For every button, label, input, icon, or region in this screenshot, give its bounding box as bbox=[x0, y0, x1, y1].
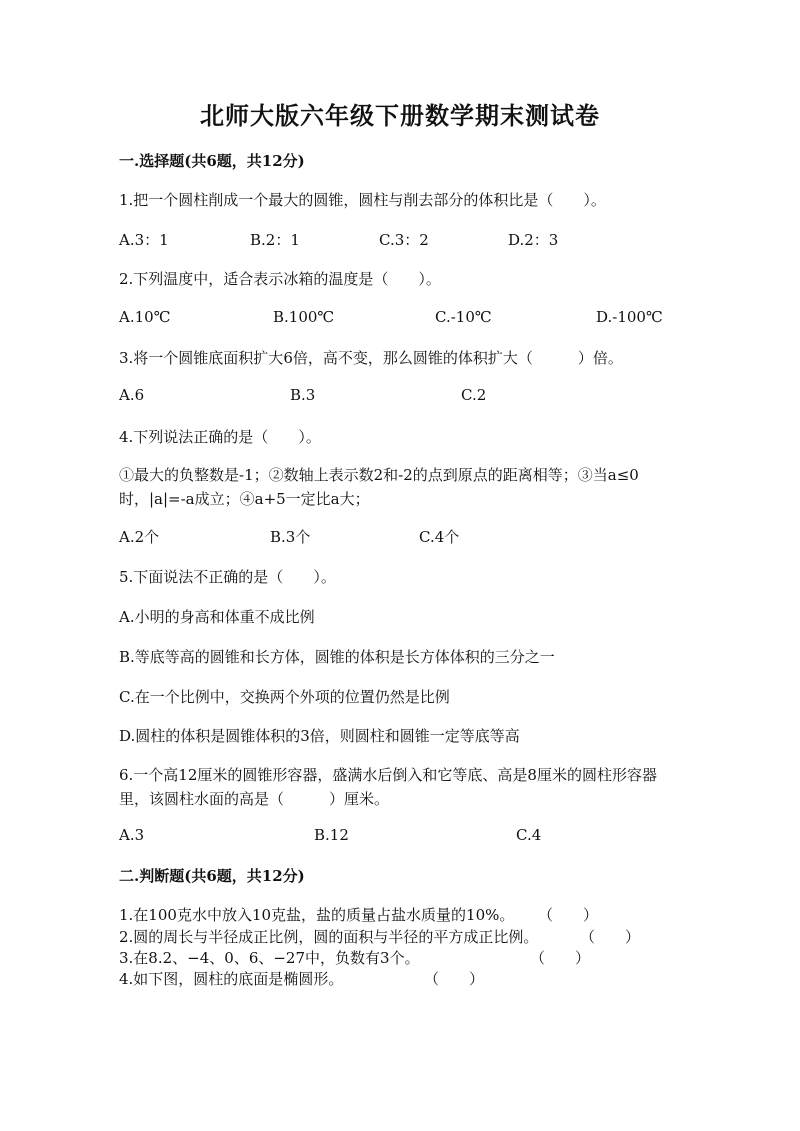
section-heading-judgement: 二.判断题(共6题，共12分) bbox=[119, 867, 305, 885]
page-title: 北师大版六年级下册数学期末测试卷 bbox=[200, 101, 600, 130]
question-1-stem: 1.把一个圆柱削成一个最大的圆锥，圆柱与削去部分的体积比是（ ）。 bbox=[119, 191, 606, 209]
question-3-option-c: C.2 bbox=[461, 386, 487, 404]
question-5-stem: 5.下面说法不正确的是（ ）。 bbox=[119, 568, 336, 586]
question-1-option-c: C.3：2 bbox=[379, 231, 429, 249]
question-3-stem: 3.将一个圆锥底面积扩大6倍，高不变，那么圆锥的体积扩大（ ）倍。 bbox=[119, 349, 623, 367]
judgement-item-4-answer-paren: （ ） bbox=[424, 970, 485, 988]
judgement-item-1-answer-paren: （ ） bbox=[538, 906, 599, 924]
question-1-option-b: B.2：1 bbox=[250, 231, 300, 249]
judgement-item-3: 3.在8.2、−4、0、6、−27中，负数有3个。 bbox=[119, 949, 420, 967]
question-2-option-b: B.100℃ bbox=[273, 308, 335, 326]
judgement-item-3-answer-paren: （ ） bbox=[530, 949, 591, 967]
judgement-item-2: 2.圆的周长与半径成正比例，圆的面积与半径的平方成正比例。 bbox=[119, 928, 539, 946]
question-3-option-b: B.3 bbox=[290, 386, 316, 404]
judgement-item-2-answer-paren: （ ） bbox=[580, 928, 641, 946]
question-5-option-c: C.在一个比例中，交换两个外项的位置仍然是比例 bbox=[119, 688, 450, 706]
question-4-option-c: C.4个 bbox=[419, 528, 460, 546]
question-3-option-a: A.6 bbox=[119, 386, 145, 404]
question-6-option-b: B.12 bbox=[314, 826, 349, 844]
question-6-option-a: A.3 bbox=[119, 826, 145, 844]
question-1-option-d: D.2：3 bbox=[508, 231, 559, 249]
question-1-option-a: A.3：1 bbox=[119, 231, 169, 249]
question-4-detail: ①最大的负整数是-1；②数轴上表示数2和-2的点到原点的距离相等；③当a≤0时，|a|=-a成立；④a+5一定比a大； bbox=[119, 466, 639, 508]
question-5-option-a: A.小明的身高和体重不成比例 bbox=[119, 608, 315, 626]
question-6-stem: 6.一个高12厘米的圆锥形容器，盛满水后倒入和它等底、高是8厘米的圆柱形容器里，该圆柱水面的高是（ ）厘米。 bbox=[119, 766, 657, 808]
question-4-option-b: B.3个 bbox=[270, 528, 311, 546]
question-5-option-d: D.圆柱的体积是圆锥体积的3倍，则圆柱和圆锥一定等底等高 bbox=[119, 727, 520, 745]
question-2-stem: 2.下列温度中，适合表示冰箱的温度是（ ）。 bbox=[119, 270, 441, 288]
question-4-option-a: A.2个 bbox=[119, 528, 160, 546]
question-2-option-d: D.-100℃ bbox=[596, 308, 663, 326]
question-6-option-c: C.4 bbox=[516, 826, 542, 844]
question-2-option-c: C.-10℃ bbox=[435, 308, 492, 326]
section-heading-choice: 一.选择题(共6题，共12分) bbox=[119, 152, 305, 170]
judgement-item-4: 4.如下图，圆柱的底面是椭圆形。 bbox=[119, 970, 344, 988]
judgement-item-1: 1.在100克水中放入10克盐，盐的质量占盐水质量的10%。 bbox=[119, 906, 515, 924]
question-4-stem: 4.下列说法正确的是（ ）。 bbox=[119, 428, 321, 446]
question-2-option-a: A.10℃ bbox=[119, 308, 171, 326]
question-5-option-b: B.等底等高的圆锥和长方体，圆锥的体积是长方体体积的三分之一 bbox=[119, 648, 555, 666]
